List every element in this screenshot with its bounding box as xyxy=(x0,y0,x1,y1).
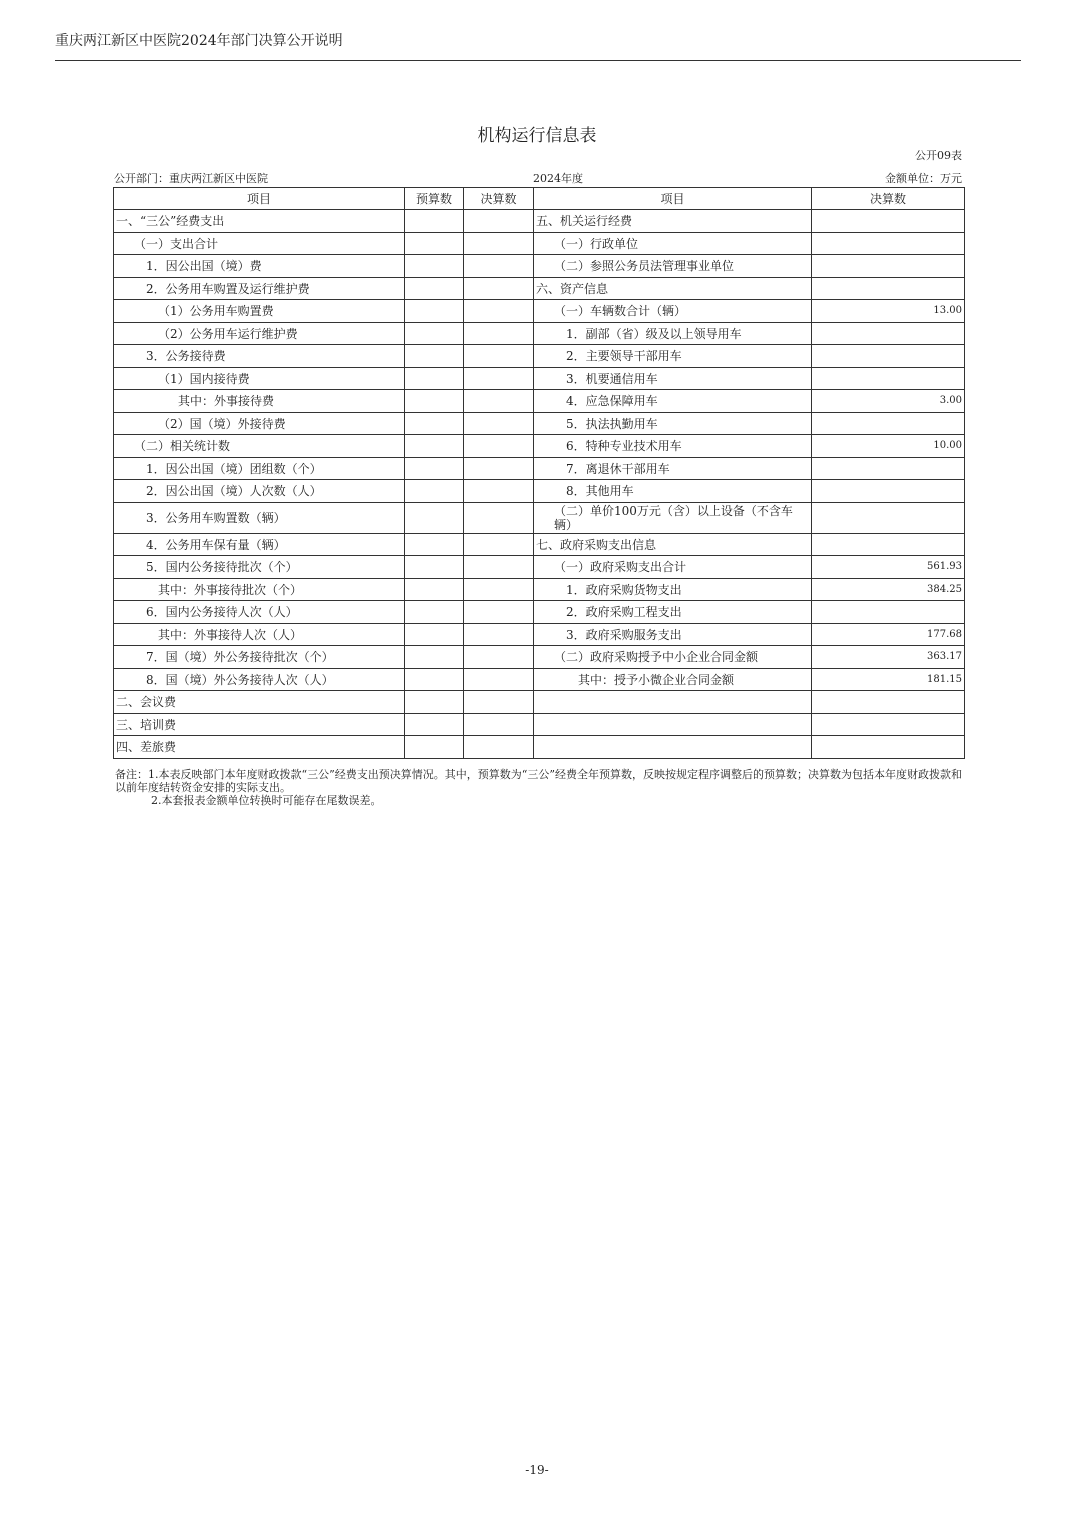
table-row xyxy=(114,691,965,714)
table-row xyxy=(114,623,965,646)
row-item-right: 1．副部（省）级及以上领导用车 xyxy=(534,322,812,345)
row-item-left: （二）相关统计数 xyxy=(114,435,405,458)
table-row xyxy=(114,646,965,669)
row-budget-value xyxy=(405,345,464,368)
column-header-final-right: 决算数 xyxy=(812,188,965,210)
row-budget-value xyxy=(405,601,464,624)
row-item-left: 4．公务用车保有量（辆） xyxy=(114,533,405,556)
row-final-right-value xyxy=(812,457,965,480)
row-item-right: 1．政府采购货物支出 xyxy=(534,578,812,601)
row-item-left: （一）支出合计 xyxy=(114,232,405,255)
row-item-left: 其中：外事接待费 xyxy=(114,390,405,413)
row-item-right: （一）政府采购支出合计 xyxy=(534,556,812,579)
row-final-value xyxy=(464,277,534,300)
table-row xyxy=(114,480,965,503)
row-item-right xyxy=(534,713,812,736)
table-row xyxy=(114,736,965,759)
row-item-left: 其中：外事接待批次（个） xyxy=(114,578,405,601)
document-header: 重庆两江新区中医院2024年部门决算公开说明 xyxy=(55,30,1021,61)
row-final-value xyxy=(464,232,534,255)
row-budget-value xyxy=(405,713,464,736)
table-row xyxy=(114,713,965,736)
table-row xyxy=(114,345,965,368)
row-item-left: 6．国内公务接待人次（人） xyxy=(114,601,405,624)
row-item-right: （一）行政单位 xyxy=(534,232,812,255)
table-header-row xyxy=(114,188,965,210)
table-title: 机构运行信息表 xyxy=(477,126,597,146)
column-header-item-left: 项目 xyxy=(114,188,405,210)
table-row xyxy=(114,255,965,278)
row-budget-value xyxy=(405,255,464,278)
note-line: 备注：1.本表反映部门本年度财政拨款“三公”经费支出预决算情况。其中，预算数为“三公”经费全年预算数，反映按规定程序调整后的预算数；决算数为包括本年度财政拨款和以前年度结转资金安排的实际支出。 xyxy=(115,768,962,794)
row-final-right-value: 13.00 xyxy=(812,300,965,323)
table-row xyxy=(114,556,965,579)
table-row xyxy=(114,300,965,323)
row-budget-value xyxy=(405,300,464,323)
row-final-right-value xyxy=(812,691,965,714)
row-final-value xyxy=(464,601,534,624)
row-final-value xyxy=(464,435,534,458)
row-final-right-value: 3.00 xyxy=(812,390,965,413)
fiscal-year-label: 2024年度 xyxy=(533,172,583,185)
row-final-value xyxy=(464,556,534,579)
row-item-left: 一、“三公”经费支出 xyxy=(114,210,405,233)
row-final-value xyxy=(464,322,534,345)
row-final-right-value xyxy=(812,713,965,736)
row-item-right: （二）单价100万元（含）以上设备（不含车辆） xyxy=(534,502,812,533)
row-final-right-value xyxy=(812,255,965,278)
row-final-right-value xyxy=(812,345,965,368)
row-final-right-value xyxy=(812,367,965,390)
form-code: 公开09表 xyxy=(915,149,962,162)
amount-unit-label: 金额单位：万元 xyxy=(885,172,962,185)
row-budget-value xyxy=(405,533,464,556)
department-label: 公开部门：重庆两江新区中医院 xyxy=(114,172,268,185)
row-item-right: 7．离退休干部用车 xyxy=(534,457,812,480)
table-row xyxy=(114,502,965,533)
row-item-right: 3．政府采购服务支出 xyxy=(534,623,812,646)
row-budget-value xyxy=(405,646,464,669)
row-final-value xyxy=(464,210,534,233)
row-final-right-value: 10.00 xyxy=(812,435,965,458)
row-budget-value xyxy=(405,232,464,255)
row-item-right xyxy=(534,736,812,759)
row-final-right-value xyxy=(812,277,965,300)
row-item-right: （二）政府采购授予中小企业合同金额 xyxy=(534,646,812,669)
row-budget-value xyxy=(405,578,464,601)
row-budget-value xyxy=(405,322,464,345)
row-item-left: （1）国内接待费 xyxy=(114,367,405,390)
row-final-value xyxy=(464,457,534,480)
row-item-right: 七、政府采购支出信息 xyxy=(534,533,812,556)
row-final-right-value xyxy=(812,322,965,345)
row-budget-value xyxy=(405,435,464,458)
table-row xyxy=(114,601,965,624)
row-item-left: 2．因公出国（境）人次数（人） xyxy=(114,480,405,503)
row-final-value xyxy=(464,646,534,669)
row-final-value xyxy=(464,623,534,646)
row-item-left: 8．国（境）外公务接待人次（人） xyxy=(114,668,405,691)
row-item-left: 1．因公出国（境）费 xyxy=(114,255,405,278)
page-number: -19- xyxy=(525,1463,549,1477)
table-row xyxy=(114,412,965,435)
row-item-right: 六、资产信息 xyxy=(534,277,812,300)
row-budget-value xyxy=(405,277,464,300)
row-item-left: 5．国内公务接待批次（个） xyxy=(114,556,405,579)
row-final-right-value: 561.93 xyxy=(812,556,965,579)
table-row xyxy=(114,533,965,556)
row-item-right: 其中：授予小微企业合同金额 xyxy=(534,668,812,691)
row-item-left: 二、会议费 xyxy=(114,691,405,714)
row-item-right: 2．政府采购工程支出 xyxy=(534,601,812,624)
row-item-right: （一）车辆数合计（辆） xyxy=(534,300,812,323)
row-final-value xyxy=(464,300,534,323)
row-final-value xyxy=(464,533,534,556)
row-item-left: 四、差旅费 xyxy=(114,736,405,759)
row-item-right: 2．主要领导干部用车 xyxy=(534,345,812,368)
column-header-budget: 预算数 xyxy=(405,188,464,210)
row-final-right-value xyxy=(812,533,965,556)
row-final-right-value xyxy=(812,210,965,233)
row-final-right-value xyxy=(812,412,965,435)
row-final-value xyxy=(464,367,534,390)
table-row xyxy=(114,232,965,255)
row-item-left: 其中：外事接待人次（人） xyxy=(114,623,405,646)
row-budget-value xyxy=(405,457,464,480)
row-final-value xyxy=(464,502,534,533)
row-budget-value xyxy=(405,556,464,579)
row-item-right: 5．执法执勤用车 xyxy=(534,412,812,435)
row-final-value xyxy=(464,412,534,435)
row-item-left: 1．因公出国（境）团组数（个） xyxy=(114,457,405,480)
row-budget-value xyxy=(405,668,464,691)
note-line: 2.本套报表金额单位转换时可能存在尾数误差。 xyxy=(151,794,382,807)
row-final-value xyxy=(464,578,534,601)
row-final-value xyxy=(464,480,534,503)
row-item-right: 4．应急保障用车 xyxy=(534,390,812,413)
row-item-left: （1）公务用车购置费 xyxy=(114,300,405,323)
table-body xyxy=(114,210,965,759)
row-budget-value xyxy=(405,390,464,413)
row-item-left: 3．公务接待费 xyxy=(114,345,405,368)
row-item-right: （二）参照公务员法管理事业单位 xyxy=(534,255,812,278)
row-item-right: 五、机关运行经费 xyxy=(534,210,812,233)
row-final-right-value: 363.17 xyxy=(812,646,965,669)
row-item-left: 7．国（境）外公务接待批次（个） xyxy=(114,646,405,669)
row-final-right-value xyxy=(812,502,965,533)
row-final-right-value: 384.25 xyxy=(812,578,965,601)
row-item-left: （2）公务用车运行维护费 xyxy=(114,322,405,345)
row-final-value xyxy=(464,255,534,278)
row-final-right-value xyxy=(812,232,965,255)
row-final-value xyxy=(464,390,534,413)
row-final-right-value xyxy=(812,601,965,624)
table-row xyxy=(114,322,965,345)
row-final-value xyxy=(464,345,534,368)
table-row xyxy=(114,390,965,413)
table-row xyxy=(114,367,965,390)
row-final-value xyxy=(464,668,534,691)
row-final-right-value: 177.68 xyxy=(812,623,965,646)
row-item-left: （2）国（境）外接待费 xyxy=(114,412,405,435)
row-final-value xyxy=(464,713,534,736)
row-budget-value xyxy=(405,210,464,233)
table-row xyxy=(114,277,965,300)
column-header-final: 决算数 xyxy=(464,188,534,210)
row-item-right: 8．其他用车 xyxy=(534,480,812,503)
table-row xyxy=(114,578,965,601)
table-row xyxy=(114,668,965,691)
operations-info-table xyxy=(113,187,965,759)
table-row xyxy=(114,435,965,458)
row-item-right: 3．机要通信用车 xyxy=(534,367,812,390)
row-final-right-value xyxy=(812,480,965,503)
row-budget-value xyxy=(405,502,464,533)
row-final-value xyxy=(464,691,534,714)
row-budget-value xyxy=(405,691,464,714)
row-budget-value xyxy=(405,412,464,435)
row-item-right: 6．特种专业技术用车 xyxy=(534,435,812,458)
table-row xyxy=(114,457,965,480)
row-item-left: 2．公务用车购置及运行维护费 xyxy=(114,277,405,300)
row-item-left: 三、培训费 xyxy=(114,713,405,736)
row-final-value xyxy=(464,736,534,759)
row-final-right-value: 181.15 xyxy=(812,668,965,691)
row-budget-value xyxy=(405,736,464,759)
row-budget-value xyxy=(405,480,464,503)
row-budget-value xyxy=(405,623,464,646)
table-row xyxy=(114,210,965,233)
row-item-right xyxy=(534,691,812,714)
row-budget-value xyxy=(405,367,464,390)
row-final-right-value xyxy=(812,736,965,759)
row-item-left: 3．公务用车购置数（辆） xyxy=(114,502,405,533)
table-notes xyxy=(115,768,965,807)
column-header-item-right: 项目 xyxy=(534,188,812,210)
